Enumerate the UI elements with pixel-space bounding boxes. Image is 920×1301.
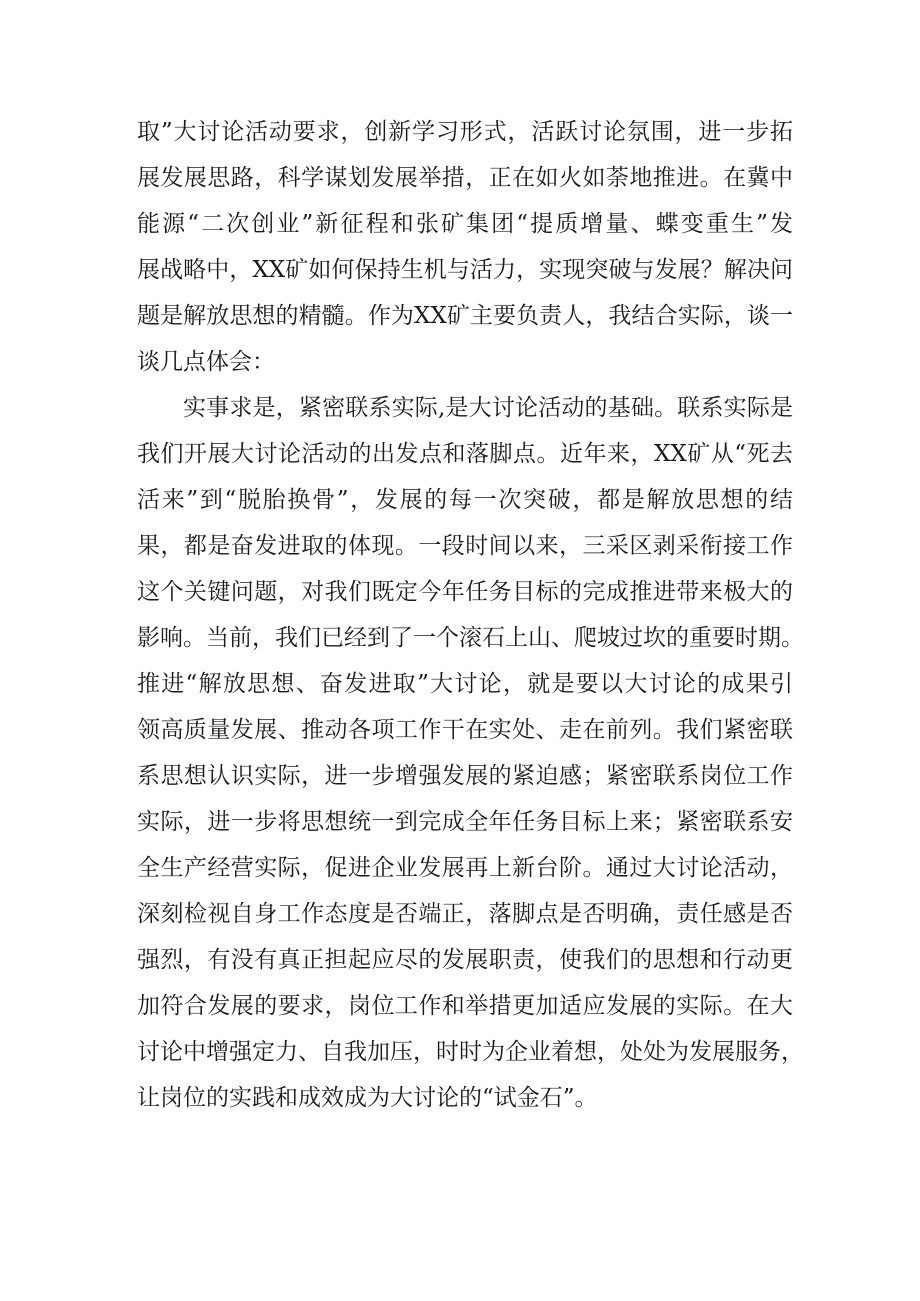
text-line: 取”大讨论活动要求，创新学习形式，活跃讨论氛围，进一步拓 bbox=[137, 119, 793, 145]
text-line: 推进“解放思想、奋发进取”大讨论，就是要以大讨论的成果引 bbox=[137, 671, 793, 697]
text-line: 讨论中增强定力、自我加压，时时为企业着想，处处为发展服务， bbox=[137, 1039, 804, 1065]
text-line: 题是解放思想的精髓。作为XX矿主要负责人，我结合实际，谈一 bbox=[137, 303, 793, 329]
text-line: 这个关键问题，对我们既定今年任务目标的完成推进带来极大的 bbox=[137, 579, 793, 605]
text-line: 实事求是，紧密联系实际,是大讨论活动的基础。联系实际是 bbox=[183, 395, 793, 421]
text-line: 领高质量发展、推动各项工作干在实处、走在前列。我们紧密联 bbox=[137, 717, 793, 743]
text-line: 我们开展大讨论活动的出发点和落脚点。近年来，XX矿从“死去 bbox=[137, 441, 793, 467]
text-line: 深刻检视自身工作态度是否端正，落脚点是否明确，责任感是否 bbox=[137, 901, 793, 927]
text-line: 展战略中，XX矿如何保持生机与活力，实现突破与发展？解决问 bbox=[137, 257, 793, 283]
text-line: 加符合发展的要求，岗位工作和举措更加适应发展的实际。在大 bbox=[137, 993, 793, 1019]
text-line: 能源“二次创业”新征程和张矿集团“提质增量、蝶变重生”发 bbox=[137, 211, 793, 237]
text-line: 实际，进一步将思想统一到完成全年任务目标上来；紧密联系安 bbox=[137, 809, 793, 835]
text-line: 影响。当前，我们已经到了一个滚石上山、爬坡过坎的重要时期。 bbox=[137, 625, 804, 651]
text-line: 果，都是奋发进取的体现。一段时间以来，三采区剥采衔接工作 bbox=[137, 533, 793, 559]
text-line: 全生产经营实际，促进企业发展再上新台阶。通过大讨论活动， bbox=[137, 855, 793, 881]
text-line: 展发展思路，科学谋划发展举措，正在如火如荼地推进。在冀中 bbox=[137, 165, 793, 191]
text-line: 谈几点体会： bbox=[137, 349, 275, 375]
text-line: 活来”到“脱胎换骨”，发展的每一次突破，都是解放思想的结 bbox=[137, 487, 793, 513]
text-line: 强烈，有没有真正担起应尽的发展职责，使我们的思想和行动更 bbox=[137, 947, 793, 973]
text-line: 系思想认识实际，进一步增强发展的紧迫感；紧密联系岗位工作 bbox=[137, 763, 793, 789]
text-line: 让岗位的实践和成效成为大讨论的“试金石”。 bbox=[137, 1085, 598, 1111]
